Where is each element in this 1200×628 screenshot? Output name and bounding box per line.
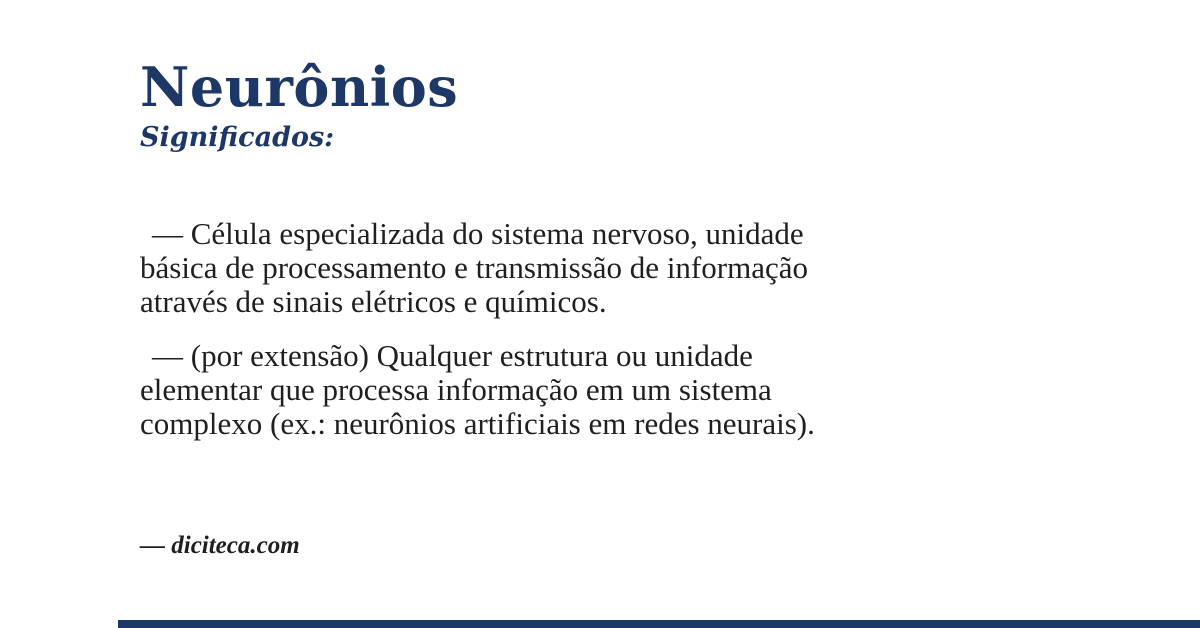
definition-item (140, 339, 1120, 441)
definition-line: elementar que processa informação em um sistema (140, 372, 772, 408)
bottom-accent-bar (118, 620, 1200, 628)
definitions-list (140, 217, 1120, 441)
source-attribution: — diciteca.com (140, 532, 300, 559)
meanings-label: Significados: (140, 122, 335, 154)
definition-line: básica de processamento e transmissão de informação (140, 250, 808, 286)
definition-item (140, 217, 1120, 319)
definition-line: complexo (ex.: neurônios artificiais em redes neurais). (140, 406, 815, 442)
card-content (140, 55, 1120, 461)
definition-line: através de sinais elétricos e químicos. (140, 284, 607, 320)
word-title: Neurônios (140, 55, 459, 119)
definition-line: — Célula especializada do sistema nervoso, unidade (152, 216, 804, 252)
definition-line: — (por extensão) Qualquer estrutura ou unidade (152, 338, 753, 374)
